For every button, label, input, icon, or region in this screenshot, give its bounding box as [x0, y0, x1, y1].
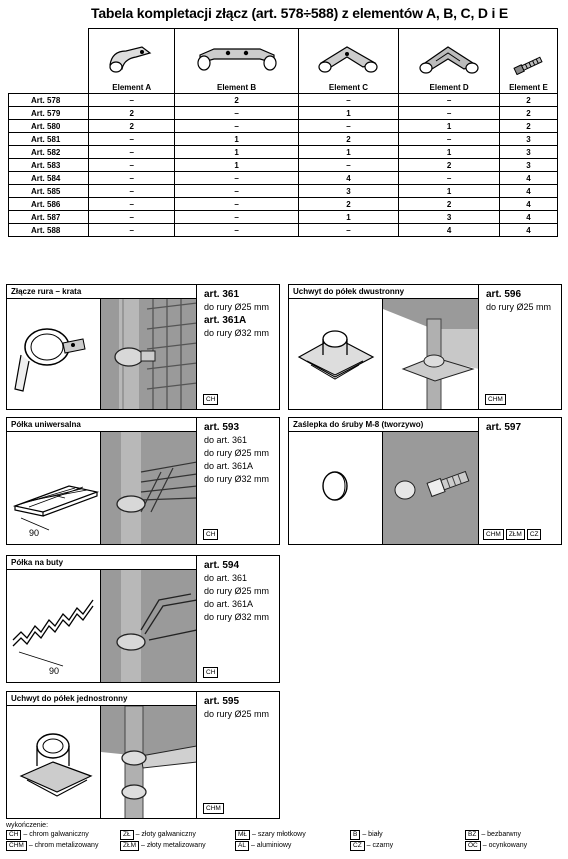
product-photo — [101, 299, 197, 409]
table-cell: 2 — [298, 198, 399, 211]
table-cell: – — [298, 94, 399, 107]
legend-text: – chrom galwaniczny — [23, 831, 89, 838]
finish-badge: CH — [203, 529, 218, 540]
info-line: do rury Ø25 mm — [486, 302, 552, 312]
legend-text: – bezbarwny — [481, 831, 522, 838]
table-cell: 2 — [89, 107, 175, 120]
finish-badges — [203, 667, 218, 678]
table-cell: – — [175, 172, 298, 185]
header-element-e — [499, 29, 557, 94]
row-label: Art. 585 — [9, 185, 89, 198]
info-line: do art. 361A — [204, 599, 254, 609]
header-label: Element D — [429, 83, 469, 92]
legend-text: – złoty galwaniczny — [135, 831, 196, 838]
table-cell: 4 — [298, 172, 399, 185]
art-number: art. 361 — [204, 289, 240, 300]
panel-info — [199, 692, 279, 818]
header-label: Element A — [112, 83, 152, 92]
dimension-label: 90 — [29, 528, 40, 538]
table-cell: 4 — [499, 172, 557, 185]
legend-text: – chrom metalizowany — [28, 842, 99, 849]
composition-table — [8, 28, 558, 237]
dimension-label: 90 — [49, 666, 60, 676]
info-line: do rury Ø32 mm — [204, 328, 270, 338]
header-element-a — [89, 29, 175, 94]
legend-code: AL — [235, 841, 249, 851]
table-cell: – — [298, 159, 399, 172]
table-cell: 1 — [298, 146, 399, 159]
table-cell: 2 — [399, 159, 500, 172]
table-cell: – — [89, 185, 175, 198]
table-row — [9, 120, 558, 133]
table-cell: – — [89, 146, 175, 159]
panel-info — [481, 418, 561, 544]
panel-title: Uchwyt do półek jednostronny — [7, 692, 197, 706]
art-number: art. 596 — [486, 289, 522, 300]
panel-zlacze-rura-krata — [6, 284, 280, 410]
product-drawing — [7, 570, 101, 682]
table-cell: 3 — [499, 159, 557, 172]
legend-item — [465, 841, 565, 851]
finish-badges — [203, 803, 224, 814]
product-drawing — [289, 299, 383, 409]
legend-code: BZ — [465, 830, 479, 840]
art-number: art. 597 — [486, 422, 522, 433]
info-line: do rury Ø32 mm — [204, 612, 270, 622]
legend-item — [235, 841, 350, 851]
legend-item — [120, 841, 235, 851]
table-row — [9, 146, 558, 159]
table-cell: 1 — [298, 211, 399, 224]
legend-heading: wykończenie: — [6, 822, 49, 829]
legend-item — [120, 830, 235, 840]
table-row — [9, 133, 558, 146]
shoe-shelf-drawing-icon — [7, 570, 100, 682]
table-row — [9, 185, 558, 198]
row-label: Art. 580 — [9, 120, 89, 133]
legend-code: OC — [465, 841, 481, 851]
table-cell: 1 — [399, 146, 500, 159]
shelf-drawing-icon — [7, 432, 100, 544]
info-line: do rury Ø25 mm — [204, 302, 270, 312]
legend-item — [235, 830, 350, 840]
header-element-d — [399, 29, 500, 94]
table-row — [9, 107, 558, 120]
table-corner — [9, 29, 89, 94]
legend-code: B — [350, 830, 360, 840]
table-cell: 1 — [175, 159, 298, 172]
finish-badge: CHM — [485, 394, 506, 405]
header-element-c — [298, 29, 399, 94]
table-cell: – — [89, 159, 175, 172]
panel-uchwyt-jednostronny — [6, 691, 280, 819]
table-cell: – — [175, 120, 298, 133]
product-photo — [101, 432, 197, 544]
info-line: do rury Ø25 mm — [204, 586, 270, 596]
table-cell: – — [89, 211, 175, 224]
info-line: do art. 361 — [204, 435, 248, 445]
header-element-b — [175, 29, 298, 94]
panel-title: Półka na buty — [7, 556, 197, 570]
table-cell: – — [175, 198, 298, 211]
table-cell: 4 — [499, 198, 557, 211]
table-cell: – — [399, 107, 500, 120]
table-cell: 3 — [499, 133, 557, 146]
legend-text: – czarny — [366, 842, 394, 849]
row-label: Art. 578 — [9, 94, 89, 107]
panel-info — [199, 418, 279, 544]
legend-item — [350, 841, 465, 851]
table-cell: 2 — [89, 120, 175, 133]
double-holder-drawing-icon — [289, 299, 382, 409]
art-number: art. 595 — [204, 696, 240, 707]
table-cell: 4 — [499, 211, 557, 224]
table-cell: 4 — [399, 224, 500, 237]
table-cell: 3 — [399, 211, 500, 224]
table-row — [9, 211, 558, 224]
table-cell: – — [175, 211, 298, 224]
product-photo — [101, 570, 197, 682]
table-cell: 1 — [298, 107, 399, 120]
row-label: Art. 588 — [9, 224, 89, 237]
table-cell: 2 — [399, 198, 500, 211]
table-cell: – — [89, 224, 175, 237]
header-label: Element B — [216, 83, 257, 92]
panel-uchwyt-dwustronny — [288, 284, 562, 410]
product-photo — [383, 299, 479, 409]
legend-code: ZŁ — [120, 830, 134, 840]
finish-legend — [6, 822, 562, 851]
legend-text: – złoty metalizowany — [141, 842, 206, 849]
table-cell: 2 — [298, 133, 399, 146]
table-row — [9, 172, 558, 185]
header-label: Element C — [328, 83, 369, 92]
finish-badge: CHM — [483, 529, 504, 540]
product-drawing — [7, 432, 101, 544]
legend-text: – ocynkowany — [482, 842, 528, 849]
table-cell: 2 — [499, 94, 557, 107]
row-label: Art. 582 — [9, 146, 89, 159]
panel-polka-uniwersalna — [6, 417, 280, 545]
table-cell: – — [89, 94, 175, 107]
element-e-icon — [508, 55, 548, 75]
legend-text: – biały — [362, 831, 383, 838]
legend-code: CH — [6, 830, 21, 840]
table-cell: 1 — [399, 185, 500, 198]
element-c-icon — [313, 41, 383, 75]
table-cell: 1 — [399, 120, 500, 133]
finish-badge: CHM — [203, 803, 224, 814]
table-cell: – — [89, 133, 175, 146]
row-label: Art. 581 — [9, 133, 89, 146]
table-row — [9, 224, 558, 237]
table-cell: – — [298, 224, 399, 237]
art-number: art. 594 — [204, 560, 240, 571]
table-cell: – — [399, 133, 500, 146]
element-a-icon — [102, 41, 162, 75]
table-cell: – — [89, 172, 175, 185]
table-row — [9, 159, 558, 172]
table-header-row — [9, 29, 558, 94]
table-cell: – — [399, 172, 500, 185]
legend-item — [6, 830, 120, 840]
row-label: Art. 579 — [9, 107, 89, 120]
legend-code: ZŁM — [120, 841, 139, 851]
finish-badges — [483, 529, 541, 540]
table-cell: – — [175, 224, 298, 237]
table-cell: – — [175, 185, 298, 198]
table-row — [9, 198, 558, 211]
table-cell: – — [89, 198, 175, 211]
legend-item — [350, 830, 465, 840]
header-label: Element E — [509, 83, 548, 92]
art-number: art. 593 — [204, 422, 240, 433]
product-drawing — [7, 299, 101, 409]
legend-grid — [6, 830, 562, 851]
table-cell: 3 — [298, 185, 399, 198]
table-cell: 2 — [175, 94, 298, 107]
product-drawing — [289, 432, 383, 544]
page-title: Tabela kompletacji złącz (art. 578÷588) z elementów A, B, C, D i E — [91, 5, 508, 21]
product-photo — [101, 706, 197, 818]
finish-badge: CZ — [527, 529, 542, 540]
table-row — [9, 94, 558, 107]
legend-code: CZ — [350, 841, 365, 851]
table-cell: 3 — [499, 146, 557, 159]
table-cell: 4 — [499, 224, 557, 237]
art-number: art. 361A — [204, 315, 247, 326]
legend-code: MŁ — [235, 830, 250, 840]
info-line: do rury Ø32 mm — [204, 474, 270, 484]
table-cell: 1 — [175, 146, 298, 159]
table-cell: – — [399, 94, 500, 107]
legend-item — [465, 830, 565, 840]
finish-badges — [485, 394, 506, 405]
table-cell: 2 — [499, 107, 557, 120]
clamp-drawing-icon — [7, 299, 100, 409]
row-label: Art. 587 — [9, 211, 89, 224]
product-drawing — [7, 706, 101, 818]
finish-badge: ZŁM — [506, 529, 525, 540]
single-holder-drawing-icon — [7, 706, 100, 818]
finish-badge: CH — [203, 394, 218, 405]
info-line: do art. 361 — [204, 573, 248, 583]
info-line: do rury Ø25 mm — [204, 448, 270, 458]
legend-item — [6, 841, 120, 851]
legend-text: – aluminiowy — [250, 842, 292, 849]
panel-info — [481, 285, 561, 409]
panel-title: Złącze rura – krata — [7, 285, 197, 299]
table-cell: 4 — [499, 185, 557, 198]
info-line: do art. 361A — [204, 461, 254, 471]
element-d-icon — [414, 41, 484, 75]
panel-zaslepka — [288, 417, 562, 545]
panel-title: Zaślepka do śruby M-8 (tworzywo) — [289, 418, 479, 432]
row-label: Art. 583 — [9, 159, 89, 172]
panel-polka-na-buty — [6, 555, 280, 683]
legend-code: CHM — [6, 841, 27, 851]
table-cell: – — [298, 120, 399, 133]
table-cell: – — [175, 107, 298, 120]
panel-title: Uchwyt do półek dwustronny — [289, 285, 479, 299]
table-cell: 1 — [175, 133, 298, 146]
table-cell: 2 — [499, 120, 557, 133]
row-label: Art. 586 — [9, 198, 89, 211]
element-b-icon — [194, 41, 280, 75]
cap-drawing-icon — [289, 432, 382, 544]
finish-badges — [203, 394, 218, 405]
panel-info — [199, 556, 279, 682]
product-photo — [383, 432, 479, 544]
finish-badges — [203, 529, 218, 540]
finish-badge: CH — [203, 667, 218, 678]
panel-info — [199, 285, 279, 409]
info-line: do rury Ø25 mm — [204, 709, 270, 719]
row-label: Art. 584 — [9, 172, 89, 185]
legend-text: – szary młotkowy — [252, 831, 306, 838]
panel-title: Półka uniwersalna — [7, 418, 197, 432]
